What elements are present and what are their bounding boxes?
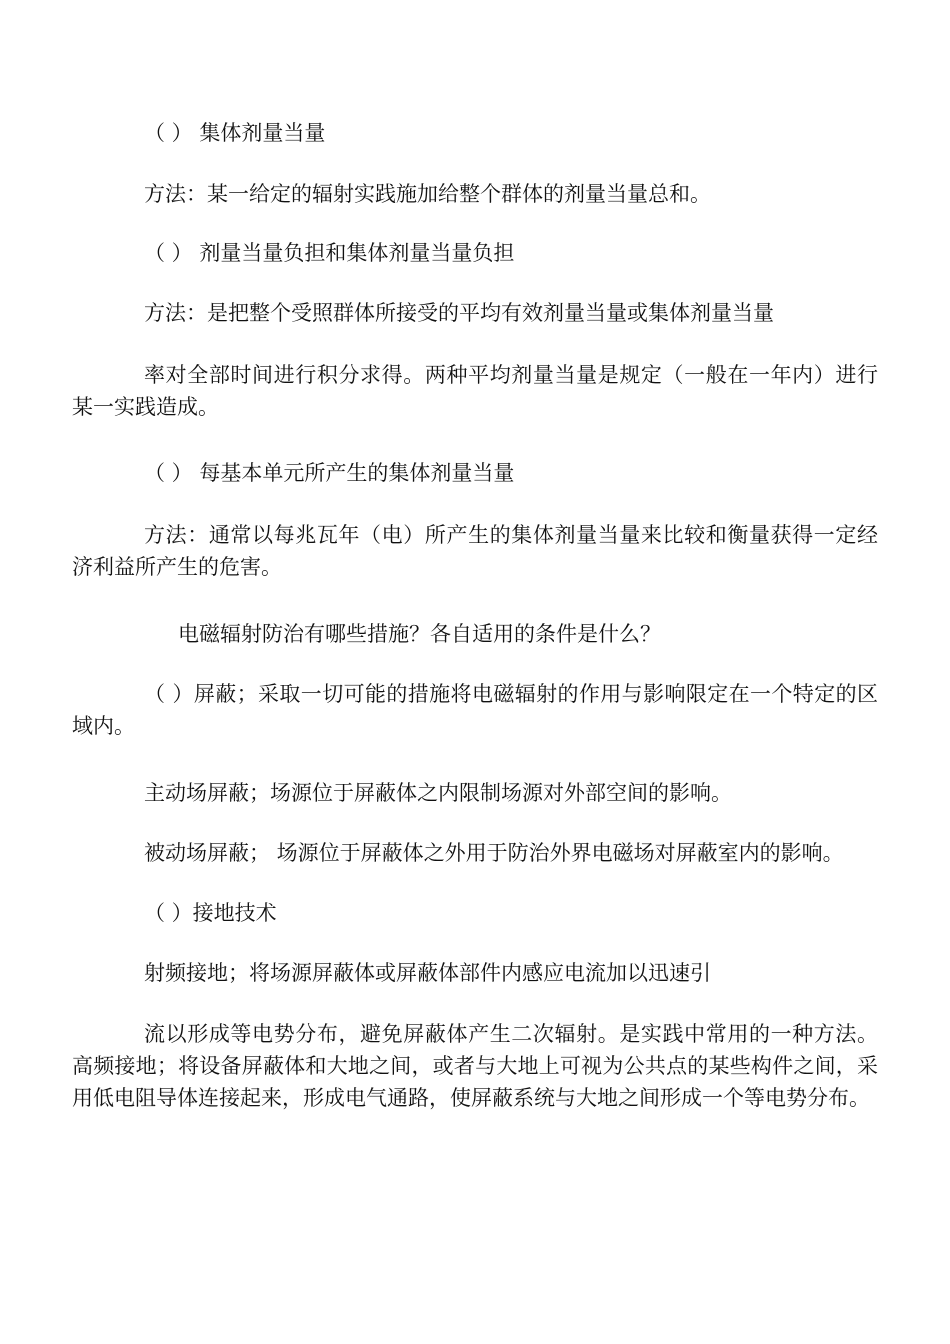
heading-dose-commitment: （ ） 剂量当量负担和集体剂量当量负担 (144, 241, 515, 265)
question-em-radiation-measures: 电磁辐射防治有哪些措施？各自适用的条件是什么？ (178, 622, 661, 646)
heading-grounding: （ ）接地技术 (144, 901, 277, 925)
method-collective-dose: 方法：某一给定的辐射实践施加给整个群体的剂量当量总和。 (144, 182, 711, 206)
heading-collective-dose: （ ） 集体剂量当量 (144, 121, 326, 145)
passive-shielding: 被动场屏蔽； 场源位于屏蔽体之外用于防治外界电磁场对屏蔽室内的影响。 (144, 841, 844, 865)
paragraph-per-unit-method: 方法：通常以每兆瓦年（电）所产生的集体剂量当量来比较和衡量获得一定经济利益所产生的危害。 (72, 523, 878, 579)
method-dose-commitment: 方法：是把整个受照群体所接受的平均有效剂量当量或集体剂量当量 (144, 301, 774, 325)
paragraph-grounding-details: 流以形成等电势分布，避免屏蔽体产生二次辐射。是实践中常用的一种方法。高频接地；将设备屏蔽体和大地之间，或者与大地上可视为公共点的某些构件之间，采用低电阻导体连接起来，形成电气通路，使屏蔽系统与大地之间形成一个等电势分布。 (72, 1022, 878, 1110)
paragraph-dose-rate-integration: 率对全部时间进行积分求得。两种平均剂量当量是规定（一般在一年内）进行某一实践造成。 (72, 363, 878, 419)
paragraph-shielding: （ ）屏蔽；采取一切可能的措施将电磁辐射的作用与影响限定在一个特定的区域内。 (72, 682, 878, 738)
active-shielding: 主动场屏蔽；场源位于屏蔽体之内限制场源对外部空间的影响。 (144, 781, 732, 805)
rf-grounding: 射频接地；将场源屏蔽体或屏蔽体部件内感应电流加以迅速引 (144, 961, 711, 985)
heading-per-unit-collective-dose: （ ） 每基本单元所产生的集体剂量当量 (144, 461, 515, 485)
